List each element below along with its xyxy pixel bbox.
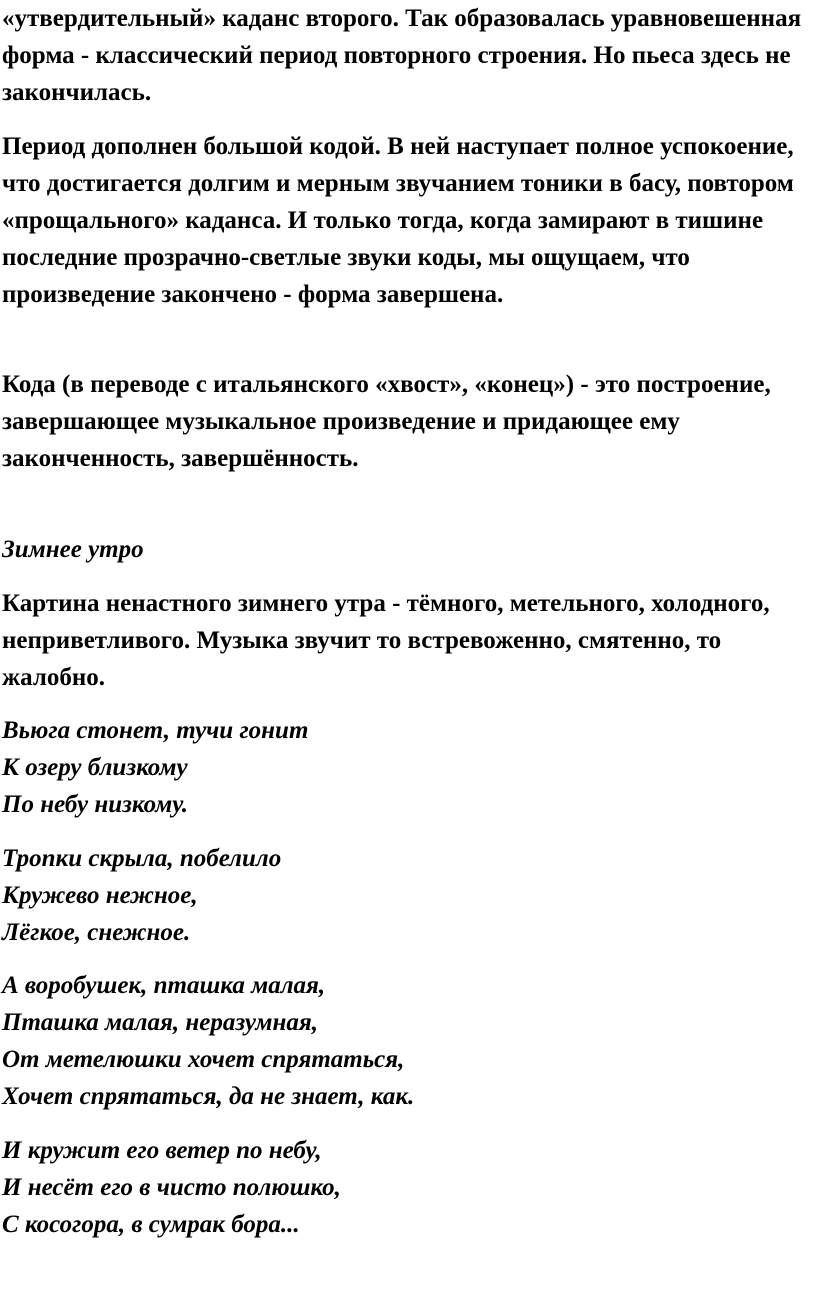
poem-line: К озеру близкому: [2, 754, 188, 781]
poem-stanza-4: [2, 1132, 810, 1243]
poem-line: Пташка малая, неразумная,: [2, 1009, 319, 1036]
poem-line: Лёгкое, снежное.: [2, 919, 191, 946]
poem-stanza-2: [2, 840, 810, 951]
paragraph-coda-definition: Кода (в переводе с итальянского «хвост», «конец») - это построение, завершающее музыкальное произведение и придающее ему законченность, завершённость.: [2, 371, 771, 472]
poem-line: С косогора, в сумрак бора...: [2, 1211, 300, 1238]
poem-line: Хочет спрятаться, да не знает, как.: [2, 1083, 415, 1110]
poem-line: От метелюшки хочет спрятаться,: [2, 1046, 405, 1073]
poem-line: Тропки скрыла, побелило: [2, 845, 282, 872]
paragraph-coda-description: Период дополнен большой кодой. В ней наступает полное успокоение, что достигается долгим и мерным звучанием тоники в басу, повтором «прощального» каданса. И только тогда, когда замирают в тишине последние прозрачно-светлые звуки коды, мы ощущаем, что произведение закончено - форма завершена.: [2, 133, 794, 308]
poem-line: А воробушек, пташка малая,: [2, 972, 326, 999]
poem-stanza-3: [2, 967, 810, 1115]
poem-line: По небу низкому.: [2, 791, 189, 818]
piece-title: Зимнее утро: [2, 536, 144, 563]
paragraph-period-form: «утвердительный» каданс второго. Так образовалась уравновешенная форма - классический период повторного строения. Но пьеса здесь не закончилась.: [2, 5, 802, 106]
poem-line: Вьюга стонет, тучи гонит: [2, 717, 309, 744]
poem-line: И кружит его ветер по небу,: [2, 1137, 322, 1164]
poem-stanza-1: [2, 712, 810, 823]
piece-description: Картина ненастного зимнего утра - тёмного, метельного, холодного, неприветливого. Музыка звучит то встревоженно, смятенно, то жалобно.: [2, 590, 770, 691]
poem-line: И несёт его в чисто полюшко,: [2, 1174, 341, 1201]
poem-line: Кружево нежное,: [2, 882, 198, 909]
